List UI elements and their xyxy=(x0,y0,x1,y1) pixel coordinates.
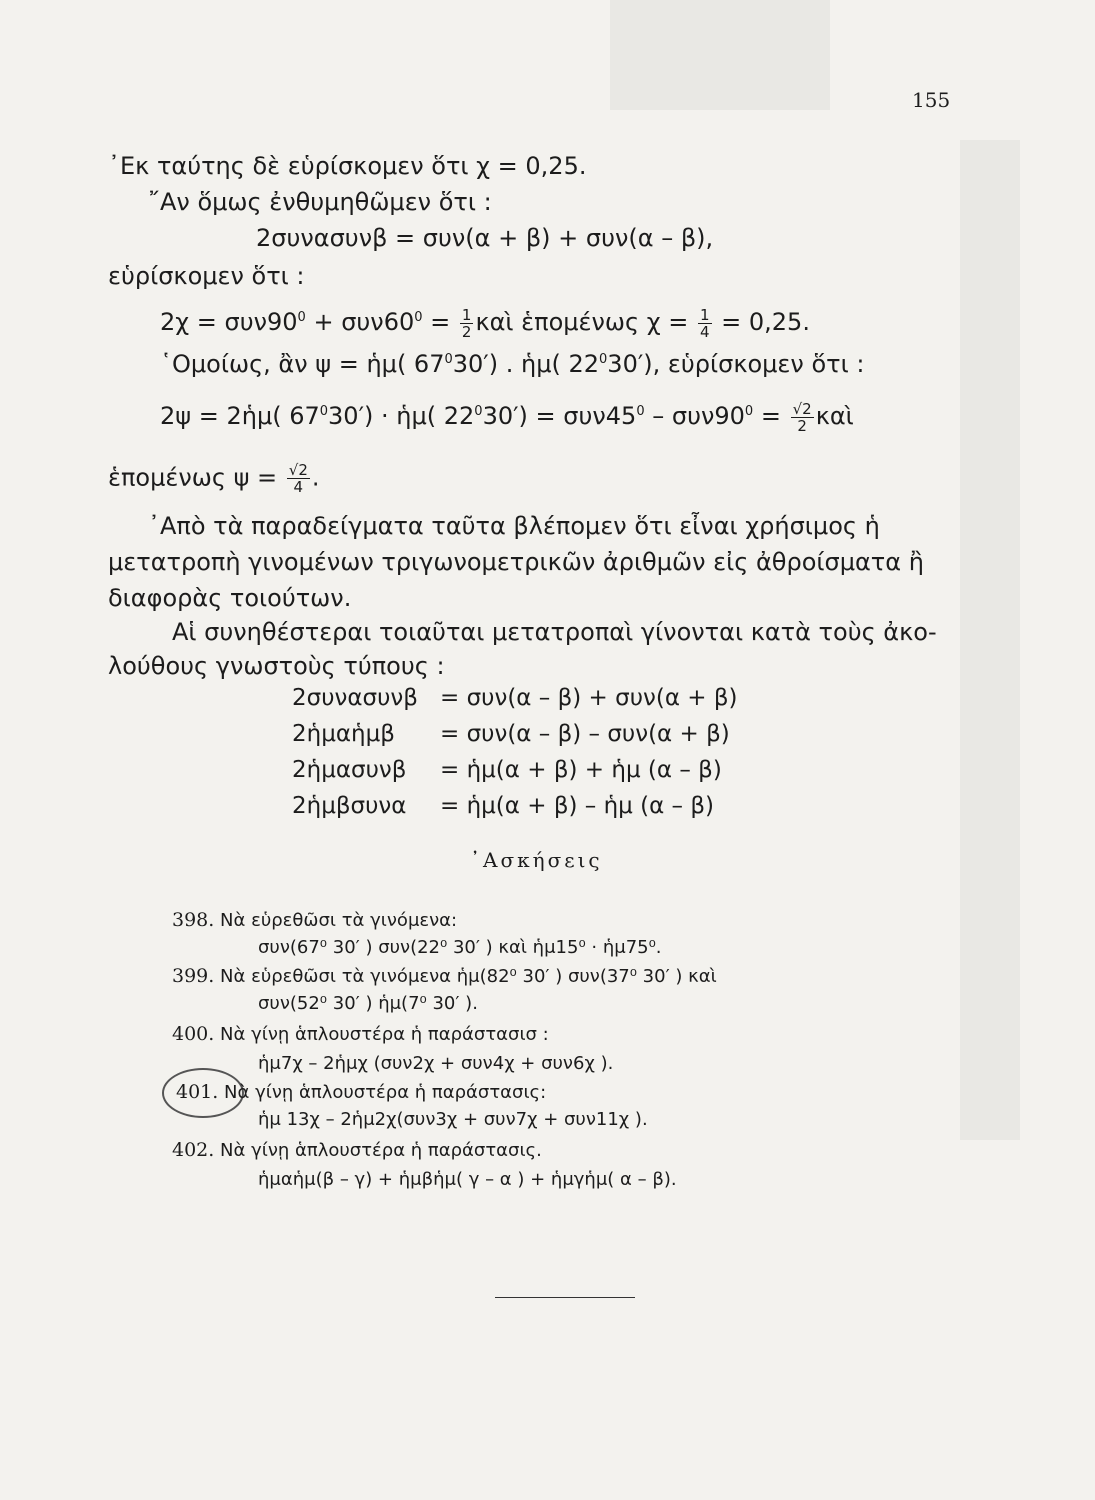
eq3-part-c: 30′) = συν45 xyxy=(482,402,637,430)
eq2-part-d: καὶ ἑπομένως χ = xyxy=(475,308,696,336)
degree-mark: 0 xyxy=(444,352,453,367)
formula-block xyxy=(292,680,738,824)
text-line-2: ῎Αν ὅμως ἐνθυμηθῶμεν ὅτι : xyxy=(148,188,492,216)
exercise-text: Νὰ γίνῃ ἁπλουστέρα ἡ παράστασις: xyxy=(224,1082,547,1103)
formula-row xyxy=(292,680,738,716)
exercise-text: Νὰ εὑρεθῶσι τὰ γινόμενα: xyxy=(220,910,458,931)
bleed-through-right xyxy=(960,140,1020,1140)
exercise-399 xyxy=(172,962,717,991)
exercise-401 xyxy=(176,1078,546,1107)
formula-lhs: 2ἡμαἡμβ xyxy=(292,721,395,747)
bleed-through-top xyxy=(610,0,830,110)
exercise-400 xyxy=(172,1020,549,1049)
degree-mark: 0 xyxy=(414,310,423,325)
eq3-part-f: καὶ xyxy=(815,402,854,430)
degree-mark: 0 xyxy=(744,404,754,419)
eq2-part-e: = 0,25. xyxy=(713,308,810,336)
text-line-10: μετατροπὴ γινομένων τριγωνομετρικῶν ἀριθμῶν εἰς ἀθροίσματα ἢ xyxy=(108,548,924,576)
formula-row xyxy=(292,788,738,824)
exercise-398 xyxy=(172,906,457,935)
exercise-399-expression: συν(52⁰ 30′ ) ἡμ(7⁰ 30′ ). xyxy=(258,993,478,1014)
fraction-denominator: 2 xyxy=(461,322,472,341)
formula-rhs: = συν(α – β) – συν(α + β) xyxy=(440,721,730,747)
end-rule xyxy=(495,1297,635,1298)
eq2-part-a: 2χ = συν90 xyxy=(160,308,298,336)
eq4-tail: . xyxy=(311,463,320,492)
formula-lhs: 2ἡμασυνβ xyxy=(292,757,407,783)
exercise-401-expression: ἡμ 13χ – 2ἡμ2χ(συν3χ + συν7χ + συν11χ ). xyxy=(258,1109,648,1130)
degree-mark: 0 xyxy=(474,404,483,419)
text-line-12: Αἱ συνηθέστεραι τοιαῦται μετατροπαὶ γίνονται κατὰ τοὺς ἀκο- xyxy=(172,618,937,646)
formula-rhs: = ἡμ(α + β) – ἡμ (α – β) xyxy=(440,793,715,819)
fraction-one-quarter xyxy=(698,307,712,340)
formula-rhs: = συν(α – β) + συν(α + β) xyxy=(440,685,738,711)
exercise-number: 399. xyxy=(172,965,215,987)
eq2-part-b: + συν60 xyxy=(305,308,415,336)
exercise-398-expression: συν(67⁰ 30′ ) συν(22⁰ 30′ ) καὶ ἡμ15⁰ · ἡμ75⁰. xyxy=(258,937,662,958)
exercise-402-expression: ἡμαἡμ(β – γ) + ἡμβἡμ( γ – α ) + ἡμγἡμ( α – β). xyxy=(258,1169,677,1190)
equation-3 xyxy=(160,398,854,434)
exercise-number: 400. xyxy=(172,1023,215,1045)
equation-1: 2συνασυνβ = συν(α + β) + συν(α – β), xyxy=(256,224,714,252)
exercise-number: 398. xyxy=(172,909,215,931)
exercise-number: 401. xyxy=(176,1081,219,1103)
exercise-402 xyxy=(172,1136,542,1165)
fraction-one-half xyxy=(460,307,474,340)
fraction-root2-over-2 xyxy=(791,401,814,434)
text-line-4: εὑρίσκομεν ὅτι : xyxy=(108,262,305,290)
fraction-denominator: 4 xyxy=(293,478,304,496)
formula-lhs: 2ἡμβσυνα xyxy=(292,793,407,819)
exercise-text: Νὰ γίνῃ ἁπλουστέρα ἡ παράστασις. xyxy=(220,1140,542,1161)
degree-mark: 0 xyxy=(297,310,306,325)
fraction-root2-over-4 xyxy=(287,462,310,495)
line6-part-b: 30′) . ἡμ( 22 xyxy=(452,350,600,378)
formula-lhs: 2συνασυνβ xyxy=(292,685,418,711)
exercise-number: 402. xyxy=(172,1139,215,1161)
text-line-6 xyxy=(160,346,864,378)
formula-row xyxy=(292,752,738,788)
equation-4 xyxy=(108,462,320,495)
exercises-heading: ᾽Ασκήσεις xyxy=(470,848,603,872)
text-line-1: ᾽Εκ ταύτης δὲ εὑρίσκομεν ὅτι χ = 0,25. xyxy=(108,152,587,180)
fraction-numerator: 1 xyxy=(461,305,472,324)
eq4-part-a: ἑπομένως ψ = xyxy=(108,463,285,492)
page-number: 155 xyxy=(912,88,951,112)
text-line-11: διαφορὰς τοιούτων. xyxy=(108,584,352,612)
exercise-text: Νὰ γίνῃ ἁπλουστέρα ἡ παράστασισ : xyxy=(220,1024,549,1045)
fraction-denominator: 4 xyxy=(699,322,710,341)
fraction-denominator: 2 xyxy=(797,416,807,435)
fraction-numerator: √2 xyxy=(288,461,308,479)
eq3-part-e: = xyxy=(753,402,789,430)
formula-row xyxy=(292,716,738,752)
eq2-part-c: = xyxy=(422,308,458,336)
text-line-9: ᾽Απὸ τὰ παραδείγματα ταῦτα βλέπομεν ὅτι εἶναι χρήσιμος ἡ xyxy=(148,512,880,540)
equation-2 xyxy=(160,304,810,340)
line6-part-a: ῾Ομοίως, ἂν ψ = ἡμ( 67 xyxy=(160,350,445,378)
fraction-numerator: 1 xyxy=(699,305,710,324)
eq3-part-d: – συν90 xyxy=(644,402,745,430)
exercise-400-expression: ἡμ7χ – 2ἡμχ (συν2χ + συν4χ + συν6χ ). xyxy=(258,1053,614,1074)
degree-mark: 0 xyxy=(636,404,645,419)
degree-mark: 0 xyxy=(319,404,329,419)
exercise-text: Νὰ εὑρεθῶσι τὰ γινόμενα ἡμ(82⁰ 30′ ) συν(37⁰ 30′ ) καὶ xyxy=(220,966,717,987)
degree-mark: 0 xyxy=(599,352,608,367)
fraction-numerator: √2 xyxy=(792,399,812,418)
eq3-part-b: 30′) · ἡμ( 22 xyxy=(328,402,475,430)
line6-part-c: 30′), εὑρίσκομεν ὅτι : xyxy=(607,350,865,378)
formula-rhs: = ἡμ(α + β) + ἡμ (α – β) xyxy=(440,757,722,783)
text-line-13: λούθους γνωστοὺς τύπους : xyxy=(108,652,445,680)
eq3-part-a: 2ψ = 2ἡμ( 67 xyxy=(160,402,320,430)
